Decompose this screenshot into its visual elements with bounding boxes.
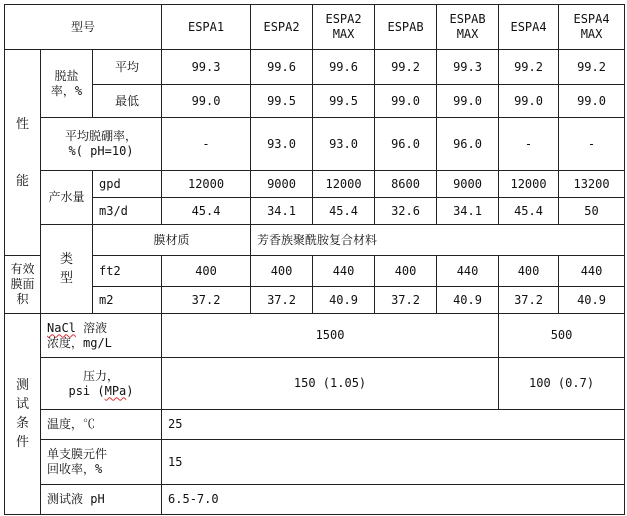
table-cell: 93.0 [251, 118, 313, 171]
table-cell: 99.0 [559, 85, 625, 118]
model-espa4: ESPA4 [499, 5, 559, 50]
table-row [5, 198, 625, 225]
table-cell: 37.2 [162, 287, 251, 314]
unit-m2: m2 [93, 287, 162, 314]
table-cell: 99.6 [313, 50, 375, 85]
table-row [5, 118, 625, 171]
table-cell: 40.9 [559, 287, 625, 314]
pressure-label-text-b: MPa [104, 383, 127, 398]
model-espa1: ESPA1 [162, 5, 251, 50]
table-cell: 99.0 [437, 85, 499, 118]
unit-gpd: gpd [93, 171, 162, 198]
table-cell: 400 [499, 256, 559, 287]
nacl-value-espa4: 500 [499, 314, 625, 358]
table-cell: 400 [251, 256, 313, 287]
nacl-value-main: 1500 [162, 314, 499, 358]
table-cell: 9000 [437, 171, 499, 198]
ph-value: 6.5-7.0 [162, 485, 625, 515]
table-row [5, 256, 625, 287]
pressure-value-espa4: 100 (0.7) [499, 358, 625, 410]
table-cell: 32.6 [375, 198, 437, 225]
table-row [5, 440, 625, 485]
pressure-value-main: 150 (1.05) [162, 358, 499, 410]
model-espa2: ESPA2 [251, 5, 313, 50]
pressure-label-text-a: 压力， psi ( [68, 368, 120, 398]
unit-m3d: m3/d [93, 198, 162, 225]
boron-rejection-label: 平均脱硼率， %( pH=10) [41, 118, 162, 171]
table-row [5, 485, 625, 515]
model-espab: ESPAB [375, 5, 437, 50]
table-cell: 45.4 [313, 198, 375, 225]
table-row [5, 410, 625, 440]
table-cell: 40.9 [313, 287, 375, 314]
area-label: 有效 膜面积 [5, 256, 41, 314]
model-label: 型号 [5, 5, 162, 50]
category-type: 类 型 [41, 225, 93, 314]
table-cell: 99.3 [162, 50, 251, 85]
table-row [5, 314, 625, 358]
table-cell: 99.2 [559, 50, 625, 85]
table-cell: 93.0 [313, 118, 375, 171]
table-cell: 12000 [162, 171, 251, 198]
table-cell: 400 [375, 256, 437, 287]
table-cell: 45.4 [499, 198, 559, 225]
ph-label: 测试液 pH [41, 485, 162, 515]
table-row [5, 287, 625, 314]
table-cell: 50 [559, 198, 625, 225]
table-cell: 99.2 [375, 50, 437, 85]
table-cell: 99.0 [375, 85, 437, 118]
average-label: 平均 [93, 50, 162, 85]
nacl-label-text-a: NaCl [47, 320, 76, 335]
model-espab-max: ESPAB MAX [437, 5, 499, 50]
table-cell: 99.3 [437, 50, 499, 85]
material-value: 芳香族聚酰胺复合材料 [251, 225, 625, 256]
temperature-value: 25 [162, 410, 625, 440]
table-row [5, 85, 625, 118]
table-cell: 40.9 [437, 287, 499, 314]
table-cell: 13200 [559, 171, 625, 198]
minimum-label: 最低 [93, 85, 162, 118]
table-cell: 12000 [499, 171, 559, 198]
spec-table [4, 4, 625, 515]
table-cell: 37.2 [251, 287, 313, 314]
pressure-label-text-c: ) [126, 383, 134, 398]
model-espa2-max: ESPA2 MAX [313, 5, 375, 50]
unit-ft2: ft2 [93, 256, 162, 287]
category-test-conditions: 测 试 条 件 [5, 314, 41, 515]
recovery-value: 15 [162, 440, 625, 485]
model-espa4-max: ESPA4 MAX [559, 5, 625, 50]
category-performance: 性 能 [5, 50, 41, 256]
table-row [5, 225, 625, 256]
table-cell: 99.0 [499, 85, 559, 118]
table-cell: 34.1 [251, 198, 313, 225]
table-cell: 45.4 [162, 198, 251, 225]
table-cell: - [499, 118, 559, 171]
table-cell: 96.0 [437, 118, 499, 171]
table-cell: 34.1 [437, 198, 499, 225]
table-cell: 37.2 [375, 287, 437, 314]
table-cell: - [162, 118, 251, 171]
table-cell: 99.5 [251, 85, 313, 118]
pressure-label [41, 358, 162, 410]
header-row [5, 5, 625, 50]
table-row [5, 50, 625, 85]
table-row [5, 171, 625, 198]
table-row [5, 358, 625, 410]
table-cell: 440 [437, 256, 499, 287]
flow-label: 产水量 [41, 171, 93, 225]
table-cell: 12000 [313, 171, 375, 198]
table-cell: - [559, 118, 625, 171]
table-cell: 99.5 [313, 85, 375, 118]
recovery-label: 单支膜元件 回收率，% [41, 440, 162, 485]
table-cell: 440 [313, 256, 375, 287]
table-cell: 96.0 [375, 118, 437, 171]
table-cell: 8600 [375, 171, 437, 198]
temperature-label: 温度，℃ [41, 410, 162, 440]
nacl-label-text-b: 溶液 浓度，mg/L [47, 320, 112, 350]
nacl-label [41, 314, 162, 358]
table-cell: 99.6 [251, 50, 313, 85]
salt-rejection-label: 脱盐 率，% [41, 50, 93, 118]
table-cell: 400 [162, 256, 251, 287]
table-cell: 37.2 [499, 287, 559, 314]
material-label: 膜材质 [93, 225, 251, 256]
table-cell: 99.2 [499, 50, 559, 85]
table-cell: 99.0 [162, 85, 251, 118]
table-cell: 9000 [251, 171, 313, 198]
table-cell: 440 [559, 256, 625, 287]
